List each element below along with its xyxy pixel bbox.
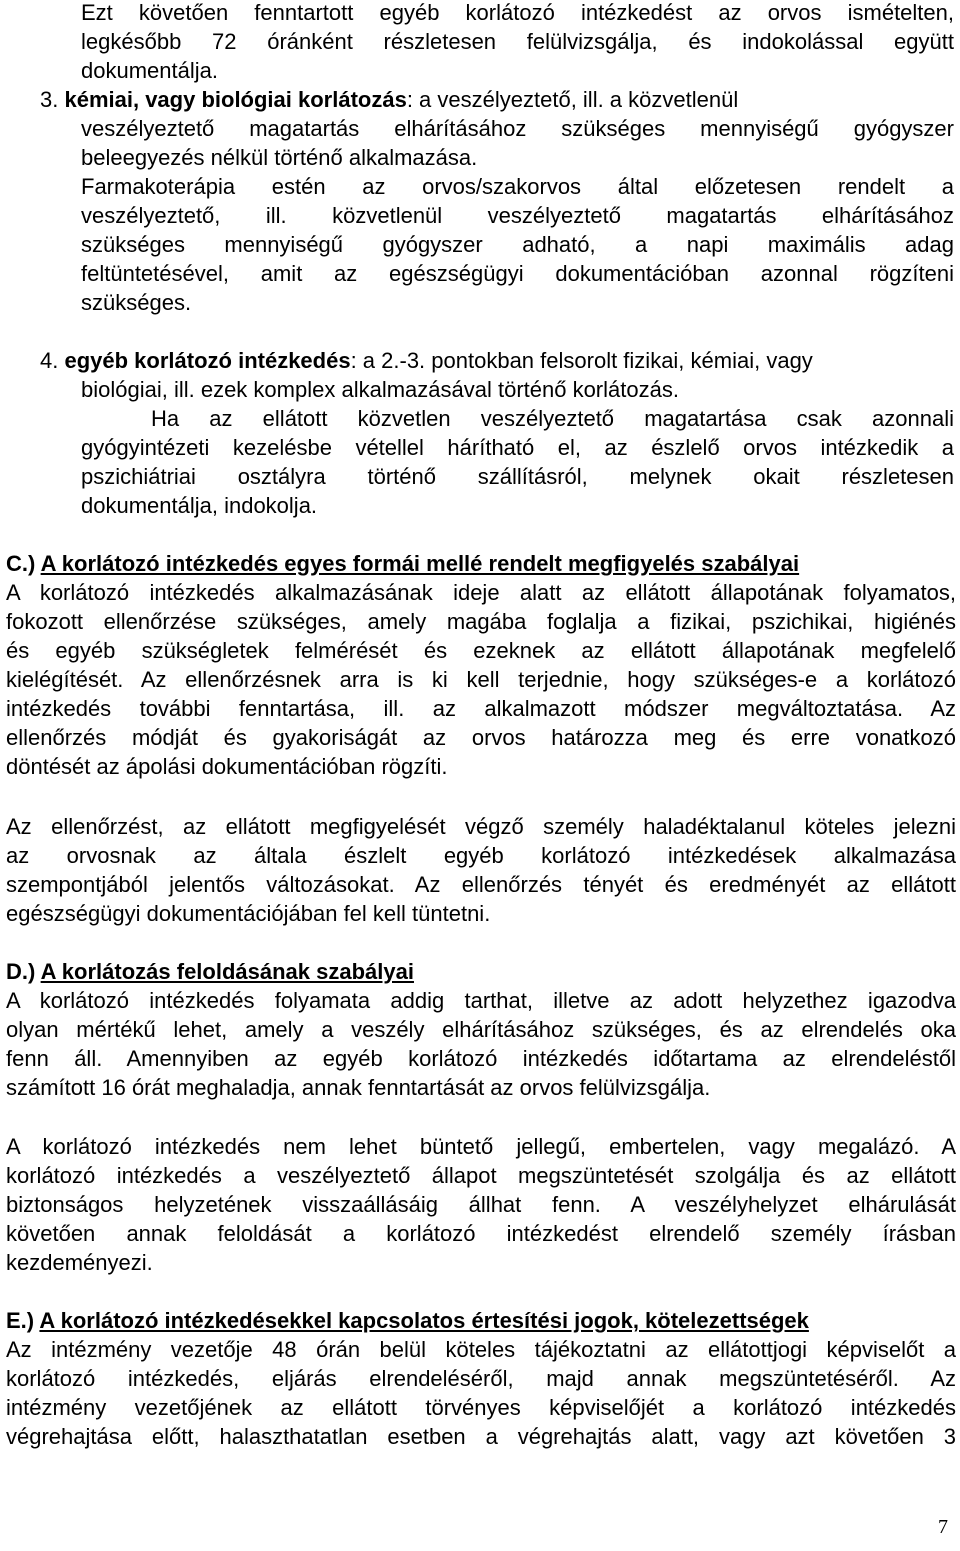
section-c-heading [6, 549, 956, 578]
text-line: olyan mértékű lehet, amely a veszély elhárításához szükséges, és az elrendelés oka [6, 1017, 956, 1042]
list-item-4-first-line [40, 346, 956, 375]
text-line: korlátozó intézkedés, eljárás elrendeléséről, majd annak megszüntetéséről. Az [6, 1366, 956, 1391]
text-line: Az intézmény vezetője 48 órán belül köteles tájékoztatni az ellátottjogi képviselőt a [6, 1337, 956, 1362]
text-line: veszélyeztető magatartás elhárításához szükséges mennyiségű gyógyszer [81, 116, 954, 141]
text-line: dokumentálja. [81, 58, 218, 83]
text-line: ellenőrzés módját és gyakoriságát az orvos határozza meg és erre vonatkozó [6, 725, 956, 750]
text-line: kezdeményezi. [6, 1250, 153, 1275]
text-fragment: : a veszélyeztető, ill. a közvetlenül [406, 87, 739, 112]
section-c-paragraph-2 [0, 812, 960, 928]
section-c [0, 549, 960, 781]
text-fragment: : a 2.-3. pontokban felsorolt fizikai, kémiai, vagy [350, 348, 813, 373]
text-line: veszélyeztető, ill. közvetlenül veszélyeztető magatartás elhárításához [81, 203, 954, 228]
section-prefix: D.) [6, 959, 36, 984]
text-line: feltüntetésével, amit az egészségügyi dokumentációban azonnal rögzíteni [81, 261, 954, 286]
paragraph-continuation [0, 0, 960, 85]
text-line: végrehajtása előtt, halaszthatatlan esetben a végrehajtás alatt, vagy azt követően 3 [6, 1424, 956, 1449]
text-line: egészségügyi dokumentációjában fel kell tüntetni. [6, 901, 491, 926]
text-line: Farmakoterápia estén az orvos/szakorvos által előzetesen rendelt a [81, 174, 954, 199]
section-d-heading [6, 957, 956, 986]
text-line: beleegyezés nélkül történő alkalmazása. [81, 145, 478, 170]
text-line: A korlátozó intézkedés alkalmazásának ideje alatt az ellátott állapotának folyamatos, [6, 580, 956, 605]
list-number: 3. [40, 87, 59, 112]
section-e-heading [6, 1306, 956, 1335]
text-line: Ezt követően fenntartott egyéb korlátozó intézkedést az orvos ismételten, [81, 0, 954, 25]
text-line: legkésőbb 72 óránként részletesen felülvizsgálja, és indokolással együtt [81, 29, 954, 54]
page-number: 7 [938, 1516, 948, 1538]
section-d-paragraph-2 [0, 1132, 960, 1277]
list-item-term: kémiai, vagy biológiai korlátozás [64, 87, 407, 112]
text-line: intézkedés további fenntartása, ill. az alkalmazott módszer megváltoztatása. Az [6, 696, 956, 721]
text-line: fokozott ellenőrzése szükséges, amely magába foglalja a fizikai, pszichikai, higiénés [6, 609, 956, 634]
text-line: biológiai, ill. ezek komplex alkalmazásával történő korlátozás. [81, 377, 679, 402]
text-line: gyógyintézeti kezelésbe vétellel hárítható el, az észlelő orvos intézkedik a [81, 435, 954, 460]
text-line: dokumentálja, indokolja. [81, 493, 318, 518]
text-line: szükséges. [81, 290, 192, 315]
section-title: A korlátozó intézkedés egyes formái mellé rendelt megfigyelés szabályai [40, 551, 800, 576]
list-item-term: egyéb korlátozó intézkedés [64, 348, 351, 373]
list-item-3 [0, 85, 960, 114]
section-title: A korlátozó intézkedésekkel kapcsolatos értesítési jogok, kötelezettségek [39, 1308, 809, 1333]
text-line: az orvosnak az általa észlelt egyéb korlátozó intézkedések alkalmazása [6, 843, 956, 868]
text-line: szempontjából jelentős változásokat. Az ellenőrzés tényét és eredményét az ellátott [6, 872, 956, 897]
list-item-3-first-line [40, 85, 956, 114]
list-number: 4. [40, 348, 59, 373]
list-item-4 [0, 346, 960, 375]
section-prefix: E.) [6, 1308, 35, 1333]
text-line: A korlátozó intézkedés folyamata addig tarthat, illetve az adott helyzethez igazodva [6, 988, 956, 1013]
section-e [0, 1306, 960, 1451]
text-line: Ha az ellátott közvetlen veszélyeztető magatartása csak azonnali [151, 406, 954, 431]
list-item-4-body [0, 375, 960, 520]
text-line: Az ellenőrzést, az ellátott megfigyelését végző személy haladéktalanul köteles jelezni [6, 814, 956, 839]
list-item-3-body [0, 114, 960, 317]
text-line: korlátozó intézkedés a veszélyeztető állapot megszüntetését szolgálja és az ellátott [6, 1163, 956, 1188]
text-line: intézmény vezetőjének az ellátott törvényes képviselőjét a korlátozó intézkedés [6, 1395, 956, 1420]
section-title: A korlátozás feloldásának szabályai [40, 959, 414, 984]
text-line: kielégítését. Az ellenőrzésnek arra is ki kell terjednie, hogy szükséges-e a korlátozó [6, 667, 956, 692]
text-line: szükséges mennyiségű gyógyszer adható, a napi maximális adag [81, 232, 954, 257]
text-line: fenn áll. Amennyiben az egyéb korlátozó intézkedés időtartama az elrendeléstől [6, 1046, 956, 1071]
text-line: döntését az ápolási dokumentációban rögzíti. [6, 754, 448, 779]
text-line: követően annak feloldását a korlátozó intézkedést elrendelő személy írásban [6, 1221, 956, 1246]
text-line: biztonságos helyzetének visszaállásáig állhat fenn. A veszélyhelyzet elhárulását [6, 1192, 956, 1217]
text-line: pszichiátriai osztályra történő szállításról, melynek okait részletesen [81, 464, 954, 489]
text-line: és egyéb szükségletek felmérését és ezeknek az ellátott állapotának megfelelő [6, 638, 956, 663]
section-d [0, 957, 960, 1102]
text-line: számított 16 órát meghaladja, annak fenntartását az orvos felülvizsgálja. [6, 1075, 711, 1100]
section-prefix: C.) [6, 551, 36, 576]
text-line: A korlátozó intézkedés nem lehet büntető jellegű, embertelen, vagy megalázó. A [6, 1134, 956, 1159]
